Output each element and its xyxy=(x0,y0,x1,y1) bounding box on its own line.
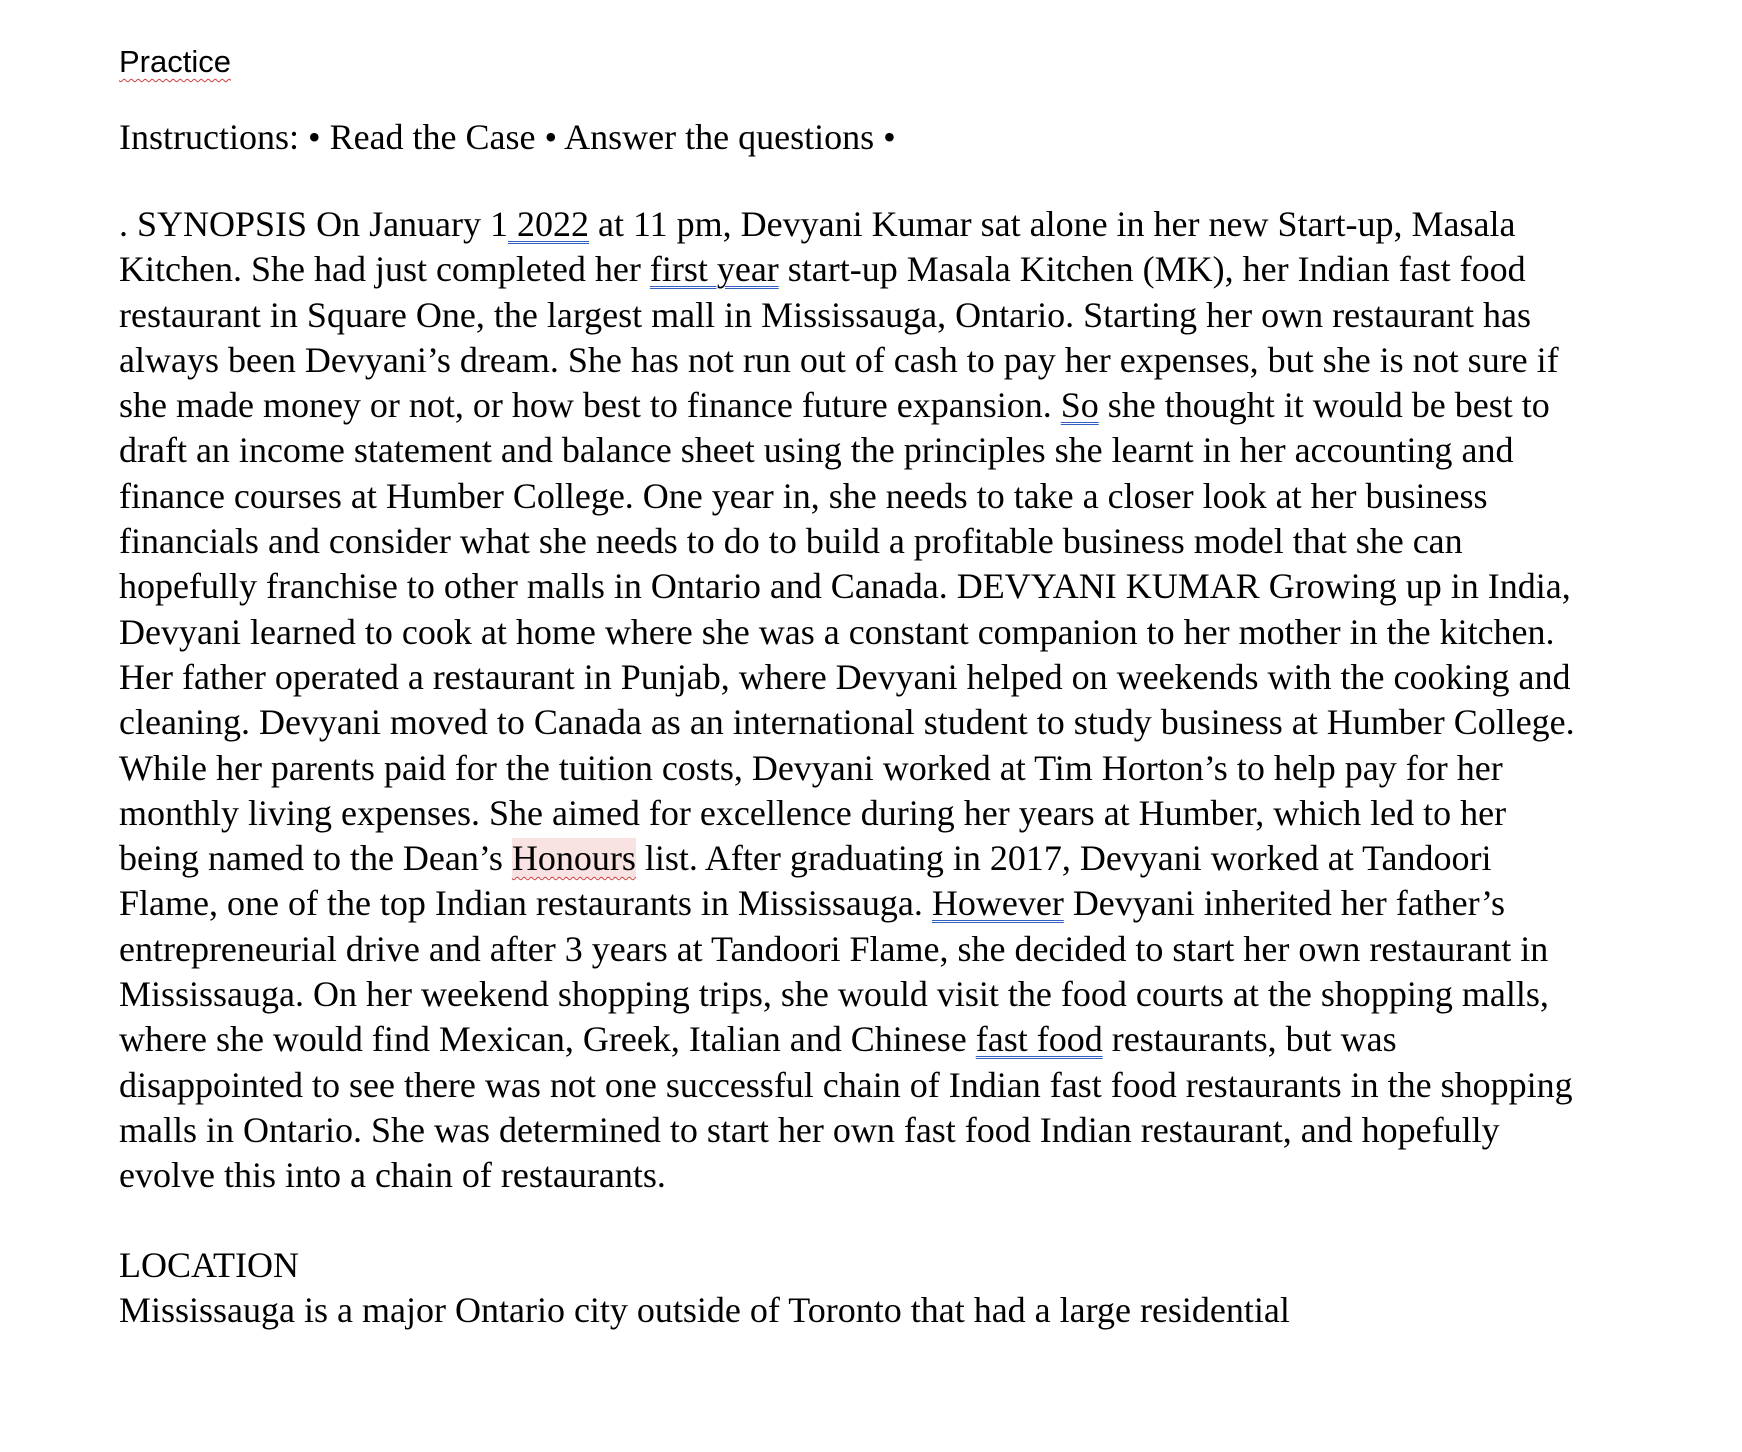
location-text: Mississauga is a major Ontario city outside of Toronto that had a large residential xyxy=(119,1289,1290,1330)
synopsis-text: start-up Masala Kitchen (MK), her Indian fast food restaurant in Square One, the largest mall in Mississauga, Ontario. Starting her own restaurant has always been Devyani’s dream. She has not run out of cash to pay her expenses, but she is not sure if she made money or not, or how best to finance future expansion. xyxy=(119,249,1559,426)
document-page xyxy=(119,40,1579,1333)
grammar-flag-first-year[interactable]: first year xyxy=(649,249,779,290)
synopsis-text: restaurants, but was disappointed to see there was not one successful chain of Indian fast food restaurants in the shopping malls in Ontario. She was determined to start her own fast food Indian restaurant, and hopefully evolve this into a chain of restaurants. xyxy=(119,1019,1573,1196)
synopsis-text: list. After graduating in 2017, Devyani worked at Tandoori Flame, one of the top Indian restaurants in Mississauga. xyxy=(119,838,1492,924)
document-heading: Practice xyxy=(119,44,231,79)
synopsis-paragraph xyxy=(119,202,1579,1199)
grammar-flag-so[interactable]: So xyxy=(1060,385,1099,426)
instructions-line: Instructions: • Read the Case • Answer the questions • xyxy=(119,117,896,157)
grammar-flag-fast-food[interactable]: fast food xyxy=(975,1019,1103,1060)
synopsis-text: at 11 pm, Devyani Kumar sat alone in her new Start-up, Masala Kitchen. She had just completed her xyxy=(119,204,1516,290)
grammar-flag-date[interactable]: 2022 xyxy=(508,204,590,244)
synopsis-text: Devyani inherited her father’s entrepreneurial drive and after 3 years at Tandoori Flame, she decided to start her own restaurant in Mississauga. On her weekend shopping trips, she would visit the food courts at the shopping malls, where she would find Mexican, Greek, Italian and Chinese xyxy=(119,883,1549,1060)
spelling-flag-honours[interactable]: Honours xyxy=(511,838,636,879)
location-heading: LOCATION xyxy=(119,1244,299,1285)
grammar-flag-however[interactable]: However xyxy=(931,883,1064,924)
synopsis-text: she thought it would be best to draft an income statement and balance sheet using the principles she learnt in her accounting and finance courses at Humber College. One year in, she needs to take a closer look at her business financials and consider what she needs to do to build a profitable business model that she can hopefully franchise to other malls in Ontario and Canada. DEVYANI KUMAR Growing up in India, Devyani learned to cook at home where she was a constant companion to her mother in the kitchen. Her father operated a restaurant in Punjab, where Devyani helped on weekends with the cooking and cleaning. Devyani moved to Canada as an international student to study business at Humber College. While her parents paid for the tuition costs, Devyani worked at Tim Horton’s to help pay for her monthly living expenses. She aimed for excellence during her years at Humber, which led to her being named to the Dean’s xyxy=(119,385,1575,879)
synopsis-text: . SYNOPSIS On January 1 xyxy=(119,204,509,244)
